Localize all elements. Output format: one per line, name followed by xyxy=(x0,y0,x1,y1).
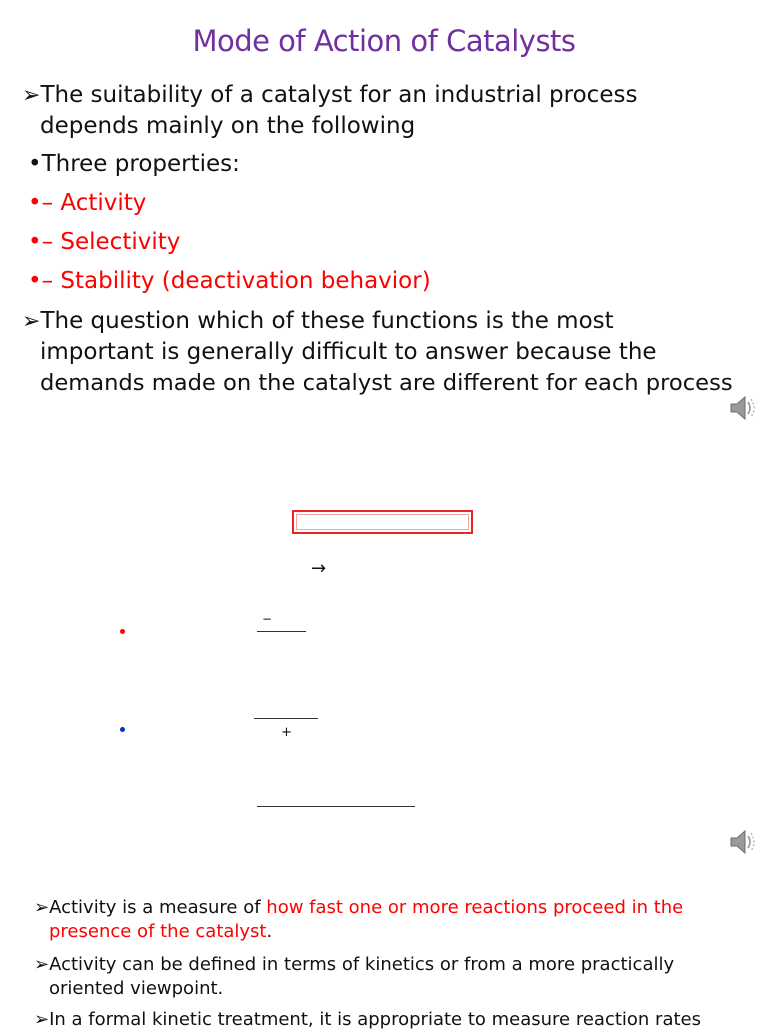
bullet-dot-icon xyxy=(120,727,125,732)
paragraph-line: In a formal kinetic treatment, it is appropriate to measure reaction rates xyxy=(49,1009,701,1030)
arrow-bullet-icon: ➢ xyxy=(34,954,50,975)
red-outline-inner xyxy=(296,514,469,530)
list-item-label: – Stability (deactivation behavior) xyxy=(41,268,431,294)
arrow-bullet-icon: ➢ xyxy=(34,1009,50,1030)
list-item-selectivity xyxy=(28,227,180,258)
text-plain: Activity is a measure of xyxy=(49,897,267,918)
paragraph-activity-defined xyxy=(34,953,734,977)
paragraph-line-2 xyxy=(49,920,749,944)
list-item-activity xyxy=(28,188,146,219)
paragraph-question xyxy=(22,306,748,337)
list-item-label: Three properties: xyxy=(41,151,240,177)
paragraph-line: Activity can be defined in terms of kinetics or from a more practically xyxy=(49,954,675,975)
paragraph-line-2: oriented viewpoint. xyxy=(49,978,224,999)
text-plain: . xyxy=(266,921,273,942)
speaker-icon[interactable] xyxy=(728,392,758,424)
list-item-three-properties xyxy=(28,149,240,180)
fraction-line xyxy=(257,631,306,632)
bullet-dot-icon: • xyxy=(28,151,42,177)
bullet-dot-icon: • xyxy=(28,268,42,294)
minus-sign: − xyxy=(262,612,273,626)
paragraph-suitability xyxy=(22,80,748,111)
paragraph-line-2: depends mainly on the following xyxy=(40,113,416,139)
arrow-bullet-icon: ➢ xyxy=(22,83,41,108)
bullet-dot-icon xyxy=(120,629,125,634)
plus-sign: + xyxy=(281,725,292,740)
list-item-label: – Activity xyxy=(41,190,147,216)
bullet-dot-icon: • xyxy=(28,229,42,255)
paragraph-line-2: important is generally difficult to answer because the xyxy=(40,339,657,365)
paragraph-line-3: demands made on the catalyst are different for each process xyxy=(40,370,733,396)
list-item-label: – Selectivity xyxy=(41,229,181,255)
arrow-bullet-icon: ➢ xyxy=(34,897,50,918)
slide-title: Mode of Action of Catalysts xyxy=(192,24,576,58)
bullet-dot-icon: • xyxy=(28,190,42,216)
list-item-stability xyxy=(28,266,431,297)
text-highlight: how fast one or more reactions proceed in the xyxy=(266,897,684,918)
paragraph-line: The question which of these functions is the most xyxy=(40,308,614,334)
fraction-line xyxy=(257,806,415,807)
red-outline-box xyxy=(292,510,473,534)
text-highlight: presence of the catalyst xyxy=(49,921,267,942)
paragraph-formal-kinetic xyxy=(34,1008,734,1032)
paragraph-activity-measure xyxy=(34,896,734,920)
reaction-arrow: → xyxy=(311,558,327,579)
speaker-icon[interactable] xyxy=(728,826,758,858)
fraction-line xyxy=(254,718,318,719)
arrow-bullet-icon: ➢ xyxy=(22,309,41,334)
paragraph-line: The suitability of a catalyst for an industrial process xyxy=(40,82,638,108)
